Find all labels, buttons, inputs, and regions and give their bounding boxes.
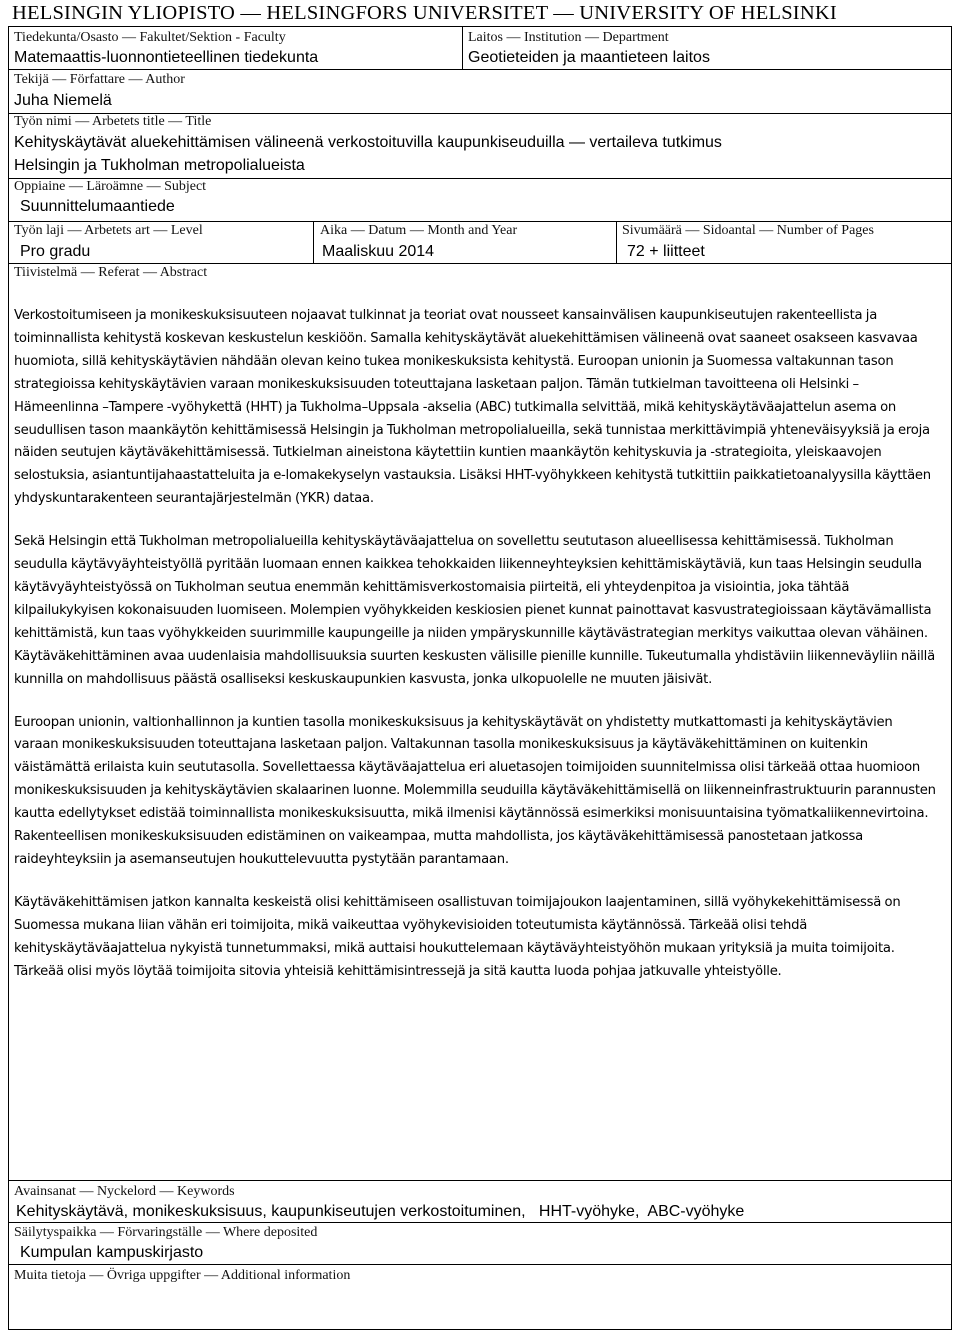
keywords-value: Kehityskäytävä, monikeskuksisuus, kaupunkiseutujen verkostoituminen, HHT-vyöhyke, ABC-vyöhyke xyxy=(16,1203,745,1220)
rule-date-pages-divider xyxy=(616,221,617,263)
deposited-value: Kumpulan kampuskirjasto xyxy=(20,1244,204,1261)
rule-level-date-divider xyxy=(313,221,314,263)
additional-info-label: Muita tietoja — Övriga uppgifter — Additional information xyxy=(14,1268,351,1283)
level-label: Työn laji — Arbetets art — Level xyxy=(14,223,203,238)
title-line-1: Kehityskäytävät aluekehittämisen välineenä verkostoituvilla kaupunkiseuduilla — vertaileva tutkimus xyxy=(14,134,722,151)
university-header: HELSINGIN YLIOPISTO — HELSINGFORS UNIVERSITET — UNIVERSITY OF HELSINKI xyxy=(12,2,837,24)
abstract-paragraph-1: Verkostoitumiseen ja monikeskuksisuuteen nojaavat tulkinnat ja teoriat ovat nousseet kansainvälisen kaupunkiseutujen rakenteellista ja toiminnallista kehitystä koskevan keskustelun keskiöön. Samalla kehityskäytävät aluekehittämisen välineenä ovat saaneet osakseen kasvavaa huomiota, sillä kehityskäytävien nähdään olevan keino tukea monikeskuksista kehitystä. Euroopan unionin ja Suomessa valtakunnan tason strategioissa kehityskäytävien varaan monikeskuksisuuden toteuttajana lasketaan paljon. Tämän tutkielman tavoitteena oli Helsinki –Hämeenlinna –Tampere -vyöhykettä (HHT) ja Tukholma–Uppsala -akselia (ABC) tutkimalla selvittää, mikä kehityskäytäväajattelun asema on seudullisen tason maankäytön kehittämisessä Helsingin ja Tukholman metropolialueilla, sekä tunnistaa merkittävimpiä yhteneväisyyksiä ja eroja näiden seutujen käytäväkehittämisessä. Tutkielman aineistona käytettiin kuntien maankäytön kehityskuvia ja -strategioita, yleiskaavojen selostuksia, asiantuntijahaastatteluita ja e-lomakekyselyn vastauksia. Lisäksi HHT-vyöhykkeen kehitystä tutkittiin paikkatietoanalyysilla käyttäen yhdyskuntarakenteen seurantajärjestelmän (YKR) dataa. xyxy=(14,308,931,507)
pages-value: 72 + liitteet xyxy=(627,243,705,260)
pages-label: Sivumäärä — Sidoantal — Number of Pages xyxy=(622,223,874,238)
author-value: Juha Niemelä xyxy=(14,92,112,109)
title-line-2: Helsingin ja Tukholman metropolialueista xyxy=(14,157,305,174)
rule-faculty-department-divider xyxy=(462,26,463,69)
rule-after-faculty xyxy=(8,69,952,70)
date-label: Aika — Datum — Month and Year xyxy=(320,223,518,238)
rule-after-abstract xyxy=(8,1180,952,1181)
rule-after-level xyxy=(8,263,952,264)
rule-after-subject xyxy=(8,221,952,222)
abstract-paragraph-2: Sekä Helsingin että Tukholman metropolialueilla kehityskäytäväajattelua on sovellettu seututason alueellisessa kehittämisessä. Tukholman seudulla käytävyäyhteistyöllä pyritään luomaan ennen kaikkea tehokkaiden liikenneyhteyksien kehittämiskäytäviä, kun taas Helsingin seudulla käytävyäyhteistyössä on Tukholman seutua enemmän kehittämisverkostomaisia piirteitä, eli yhteydenpitoa ja visiointia, joka tähtää kilpailukykyisen kokonaisuuden luomiseen. Molempien vyöhykkeiden keskiosien pienet kunnat painottavat kasvustrategioissaan käytävämallista kehittämistä, kun taas vyöhykkeiden suurimmille kaupungeille ja niiden ympäryskunnille käytävästrategian merkitys vaikuttaa olevan vähäinen. Käytäväkehittäminen avaa uudenlaisia mahdollisuuksia suurten keskusten välisille pienille kunnille. Tukeutumalla yhdistäviin liikenneväyliin näillä kunnilla on mahdollisuus päästä osalliseksi keskuskaupunkien kasvusta, jonka ulkopuolelle ne muuten jäisivät. xyxy=(14,534,935,687)
abstract-label: Tiivistelmä — Referat — Abstract xyxy=(14,265,208,280)
abstract-paragraph-3: Euroopan unionin, valtionhallinnon ja kuntien tasolla monikeskuksisuus ja kehityskäytävät on yhdistetty mutkattomasti ja kehityskäytävien varaan monikeskuksisuuden toteuttajana lasketaan paljon. Valtakunnan tasolla monikeskuksisuus ja käytäväkehittäminen on kuitenkin väistämättä erilaista kuin seututasolla. Sovellettaessa käytäväajattelua eri aluetasojen toimijoiden suunnitelmissa olisi tärkeää ottaa huomioon monikeskuksisuuden ja kehityskäytävien skalaarinen luonne. Molemmilla seuduilla käytäväkehittämisellä on liikenneinfrastruktuurin parannusten kautta edellytykset edistää toiminnallista monikeskuksisuutta, mikä ilmenisi käytännössä esimerkiksi monisuuntaisina työmatkaliikennevirtoina. Rakenteellisen monikeskuksisuuden edistäminen on vaikeampaa, mutta mahdollista, jos käytäväkehittämisessä panostetaan jatkossa raideyhteyksiin ja asemanseutujen houkuttelevuutta pystytään parantamaan. xyxy=(14,714,936,867)
author-label: Tekijä — Författare — Author xyxy=(14,72,185,87)
deposited-label: Säilytyspaikka — Förvaringställe — Where deposited xyxy=(14,1225,318,1240)
subject-value: Suunnittelumaantiede xyxy=(20,198,175,215)
rule-after-keywords xyxy=(8,1222,952,1223)
abstract-body xyxy=(14,305,939,983)
abstract-paragraph-4: Käytäväkehittämisen jatkon kannalta keskeistä olisi kehittämiseen osallistuvan toimijajoukon laajentaminen, sillä vyöhykekehittämisessä on Suomessa mukana liian vähän eri toimijoita, mikä vaikeuttaa vyöhykevisioiden toteutumista käytännössä. Tärkeää olisi tehdä kehityskäytäväajattelua nykyistä tunnetummaksi, mikä auttaisi houkuttelemaan käytäväyhteistyöhön mukaan yrityksiä ja muita toimijoita. Tärkeää olisi myös löytää toimijoita sitovia yhteisiä kehittämisintressejä ja sitä kautta luoda pohjaa jatkuvalle yhteistyölle. xyxy=(14,894,901,979)
faculty-value: Matemaattis-luonnontieteellinen tiedekunta xyxy=(14,49,319,66)
date-value: Maaliskuu 2014 xyxy=(322,243,435,260)
faculty-label: Tiedekunta/Osasto — Fakultet/Sektion - Faculty xyxy=(14,30,286,45)
department-value: Geotieteiden ja maantieteen laitos xyxy=(468,49,710,66)
department-label: Laitos — Institution — Department xyxy=(468,30,669,45)
title-label: Työn nimi — Arbetets title — Title xyxy=(14,114,212,129)
subject-label: Oppiaine — Läroämne — Subject xyxy=(14,179,207,194)
level-value: Pro gradu xyxy=(20,243,91,260)
rule-after-deposited xyxy=(8,1264,952,1265)
keywords-label: Avainsanat — Nyckelord — Keywords xyxy=(14,1184,235,1199)
